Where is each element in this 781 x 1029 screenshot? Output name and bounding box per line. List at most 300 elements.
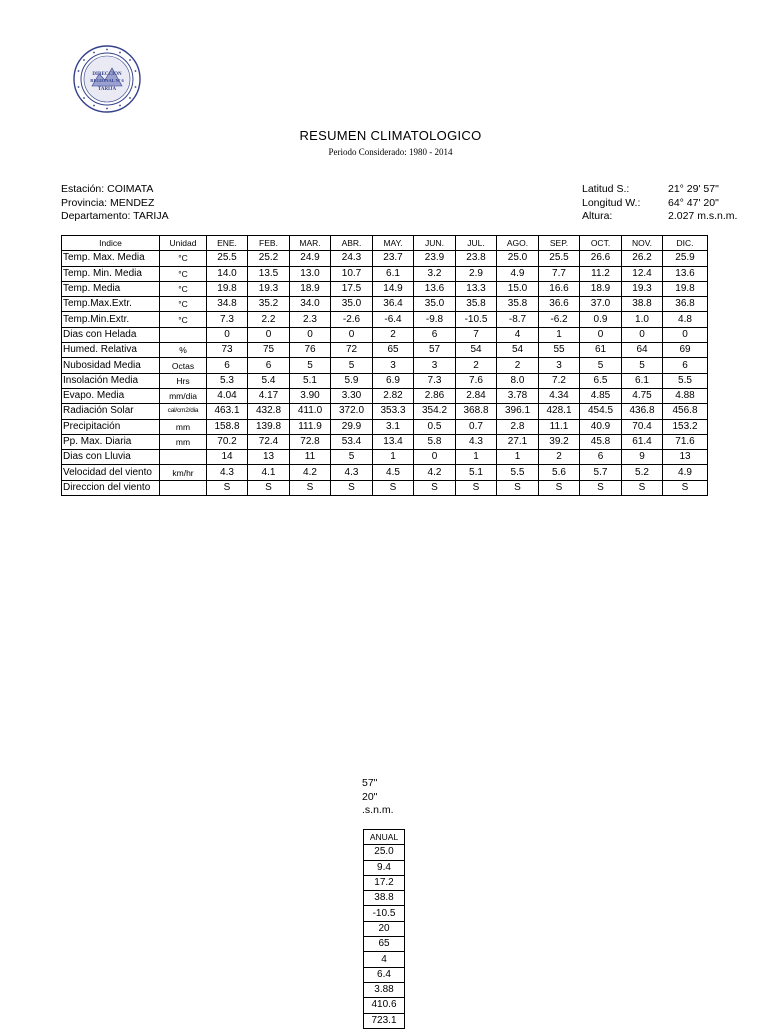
value-cell: 0: [207, 327, 248, 342]
value-cell: 6: [248, 358, 290, 373]
table-header-row: [62, 236, 708, 251]
annual-value-cell: 723.1: [364, 1013, 405, 1028]
value-cell: 436.8: [622, 404, 663, 419]
value-cell: S: [663, 480, 708, 495]
value-cell: 2: [373, 327, 414, 342]
column-header: JUN.: [414, 236, 456, 251]
annual-value-cell: 17.2: [364, 875, 405, 890]
value-cell: 19.3: [622, 281, 663, 296]
table-row: [62, 404, 708, 419]
annual-value-cell: 65: [364, 937, 405, 952]
table-row: [62, 251, 708, 266]
value-cell: 35.0: [331, 297, 373, 312]
value-cell: 70.2: [207, 434, 248, 449]
value-cell: 72.8: [290, 434, 331, 449]
value-cell: 411.0: [290, 404, 331, 419]
value-cell: 2.8: [497, 419, 539, 434]
value-cell: 37.0: [580, 297, 622, 312]
value-cell: 4.9: [663, 465, 708, 480]
latitude-value: 21° 29' 57": [668, 183, 719, 195]
value-cell: 0: [248, 327, 290, 342]
value-cell: 4.75: [622, 388, 663, 403]
value-cell: 3: [539, 358, 580, 373]
value-cell: 7.7: [539, 266, 580, 281]
annual-value-cell: 3.88: [364, 982, 405, 997]
annual-value-cell: 9.4: [364, 860, 405, 875]
climate-summary-table: [61, 235, 708, 496]
value-cell: 4.9: [497, 266, 539, 281]
value-cell: 5.2: [622, 465, 663, 480]
value-cell: 25.5: [207, 251, 248, 266]
value-cell: 428.1: [539, 404, 580, 419]
coordinate-labels: [582, 183, 640, 224]
value-cell: 3.78: [497, 388, 539, 403]
value-cell: 57: [414, 343, 456, 358]
value-cell: 12.4: [622, 266, 663, 281]
row-label: Temp.Min.Extr.: [62, 312, 160, 327]
value-cell: 5: [331, 358, 373, 373]
value-cell: 6: [207, 358, 248, 373]
value-cell: 72.4: [248, 434, 290, 449]
value-cell: 139.8: [248, 419, 290, 434]
longitude-label: Longitud W.:: [582, 196, 641, 209]
value-cell: 4.04: [207, 388, 248, 403]
value-cell: 4.2: [414, 465, 456, 480]
value-cell: 13.6: [663, 266, 708, 281]
value-cell: 13.3: [456, 281, 497, 296]
value-cell: 76: [290, 343, 331, 358]
row-label: Temp. Media: [62, 281, 160, 296]
value-cell: 2.84: [456, 388, 497, 403]
value-cell: 71.6: [663, 434, 708, 449]
value-cell: 0: [622, 327, 663, 342]
value-cell: -10.5: [456, 312, 497, 327]
unit-cell: °C: [160, 297, 207, 312]
value-cell: 75: [248, 343, 290, 358]
value-cell: 36.6: [539, 297, 580, 312]
value-cell: 5.4: [248, 373, 290, 388]
value-cell: 27.1: [497, 434, 539, 449]
station-info: [61, 183, 169, 224]
value-cell: S: [456, 480, 497, 495]
value-cell: 3.1: [373, 419, 414, 434]
column-header: ABR.: [331, 236, 373, 251]
row-label: Pp. Max. Diaria: [62, 434, 160, 449]
value-cell: 35.8: [456, 297, 497, 312]
value-cell: 61: [580, 343, 622, 358]
value-cell: 11: [290, 450, 331, 465]
value-cell: 2.86: [414, 388, 456, 403]
value-cell: 5.5: [497, 465, 539, 480]
value-cell: 19.8: [663, 281, 708, 296]
annual-value-cell: -10.5: [364, 906, 405, 921]
value-cell: 35.0: [414, 297, 456, 312]
annual-row: [364, 1013, 405, 1028]
value-cell: 4.5: [373, 465, 414, 480]
value-cell: 2.9: [456, 266, 497, 281]
annual-value-cell: 25.0: [364, 845, 405, 860]
table-row: [62, 358, 708, 373]
value-cell: 432.8: [248, 404, 290, 419]
annual-row: [364, 860, 405, 875]
value-cell: 7.3: [414, 373, 456, 388]
unit-cell: %: [160, 343, 207, 358]
annual-value-cell: 410.6: [364, 998, 405, 1013]
column-header: AGO.: [497, 236, 539, 251]
value-cell: 1: [497, 450, 539, 465]
row-label: Dias con Helada: [62, 327, 160, 342]
annual-row: [364, 921, 405, 936]
station-province: Provincia: MENDEZ: [61, 196, 155, 209]
longitude-overflow: 20": [362, 790, 378, 803]
value-cell: 23.8: [456, 251, 497, 266]
row-label: Radiación Solar: [62, 404, 160, 419]
value-cell: 2.82: [373, 388, 414, 403]
unit-cell: km/hr: [160, 465, 207, 480]
document-title: RESUMEN CLIMATOLOGICO: [299, 128, 482, 143]
value-cell: 54: [497, 343, 539, 358]
value-cell: 5.6: [539, 465, 580, 480]
table-row: [62, 419, 708, 434]
longitude-value: 64° 47' 20": [668, 196, 719, 209]
annual-value-cell: 6.4: [364, 967, 405, 982]
value-cell: 3.90: [290, 388, 331, 403]
value-cell: 4.2: [290, 465, 331, 480]
value-cell: 17.5: [331, 281, 373, 296]
value-cell: 7.6: [456, 373, 497, 388]
value-cell: 4: [497, 327, 539, 342]
column-header: MAY.: [373, 236, 414, 251]
annual-row: [364, 998, 405, 1013]
value-cell: 2.3: [290, 312, 331, 327]
value-cell: 3.30: [331, 388, 373, 403]
table-row: [62, 281, 708, 296]
value-cell: 35.2: [248, 297, 290, 312]
value-cell: S: [580, 480, 622, 495]
latitude-label: Latitud S.:: [582, 183, 630, 195]
value-cell: 53.4: [331, 434, 373, 449]
value-cell: 5.9: [331, 373, 373, 388]
value-cell: 64: [622, 343, 663, 358]
value-cell: 4.8: [663, 312, 708, 327]
table-row: [62, 480, 708, 495]
table-row: [62, 388, 708, 403]
value-cell: 45.8: [580, 434, 622, 449]
value-cell: 8.0: [497, 373, 539, 388]
value-cell: 18.9: [580, 281, 622, 296]
table-row: [62, 450, 708, 465]
value-cell: 158.8: [207, 419, 248, 434]
value-cell: 1: [539, 327, 580, 342]
value-cell: 463.1: [207, 404, 248, 419]
row-label: Temp.Max.Extr.: [62, 297, 160, 312]
value-cell: 18.9: [290, 281, 331, 296]
row-label: Direccion del viento: [62, 480, 160, 495]
value-cell: 454.5: [580, 404, 622, 419]
institution-seal: [72, 44, 142, 114]
value-cell: 6.5: [580, 373, 622, 388]
value-cell: 6: [663, 358, 708, 373]
value-cell: 5.1: [290, 373, 331, 388]
value-cell: 6.9: [373, 373, 414, 388]
value-cell: 54: [456, 343, 497, 358]
value-cell: 4.85: [580, 388, 622, 403]
row-label: Evapo. Media: [62, 388, 160, 403]
value-cell: 38.8: [622, 297, 663, 312]
value-cell: 5.1: [456, 465, 497, 480]
value-cell: 396.1: [497, 404, 539, 419]
row-label: Temp. Min. Media: [62, 266, 160, 281]
column-header: Unidad: [160, 236, 207, 251]
value-cell: 5.5: [663, 373, 708, 388]
row-label: Precipitación: [62, 419, 160, 434]
value-cell: 26.6: [580, 251, 622, 266]
value-cell: 13.5: [248, 266, 290, 281]
table-row: [62, 312, 708, 327]
value-cell: 25.0: [497, 251, 539, 266]
value-cell: 3.2: [414, 266, 456, 281]
unit-cell: [160, 327, 207, 342]
value-cell: 1.0: [622, 312, 663, 327]
station-name: Estación: COIMATA: [61, 183, 154, 195]
value-cell: 7.3: [207, 312, 248, 327]
unit-cell: °C: [160, 266, 207, 281]
document-subtitle: Periodo Considerado: 1980 - 2014: [328, 147, 453, 157]
value-cell: 1: [456, 450, 497, 465]
annual-row: [364, 952, 405, 967]
value-cell: 111.9: [290, 419, 331, 434]
value-cell: 372.0: [331, 404, 373, 419]
value-cell: 55: [539, 343, 580, 358]
row-label: Insolación Media: [62, 373, 160, 388]
value-cell: 4.17: [248, 388, 290, 403]
column-header: ENE.: [207, 236, 248, 251]
table-row: [62, 266, 708, 281]
value-cell: 4.3: [456, 434, 497, 449]
altitude-overflow: .s.n.m.: [362, 804, 394, 816]
value-cell: S: [622, 480, 663, 495]
unit-cell: Hrs: [160, 373, 207, 388]
value-cell: 6.1: [622, 373, 663, 388]
unit-cell: [160, 480, 207, 495]
value-cell: 7: [456, 327, 497, 342]
row-label: Humed. Relativa: [62, 343, 160, 358]
value-cell: 0: [290, 327, 331, 342]
value-cell: 19.8: [207, 281, 248, 296]
value-cell: 15.0: [497, 281, 539, 296]
table-row: [62, 465, 708, 480]
value-cell: 25.5: [539, 251, 580, 266]
unit-cell: °C: [160, 281, 207, 296]
value-cell: 34.8: [207, 297, 248, 312]
value-cell: 6: [580, 450, 622, 465]
row-label: Nubosidad Media: [62, 358, 160, 373]
value-cell: 7.2: [539, 373, 580, 388]
value-cell: 456.8: [663, 404, 708, 419]
value-cell: S: [331, 480, 373, 495]
value-cell: 10.7: [331, 266, 373, 281]
seal-text-line-3: TARIJA: [97, 87, 117, 92]
value-cell: 40.9: [580, 419, 622, 434]
value-cell: 0.9: [580, 312, 622, 327]
column-header: Indice: [62, 236, 160, 251]
coordinate-values: [668, 183, 738, 224]
column-header: MAR.: [290, 236, 331, 251]
value-cell: 4.3: [207, 465, 248, 480]
value-cell: 13.6: [414, 281, 456, 296]
value-cell: S: [497, 480, 539, 495]
annual-row: [364, 937, 405, 952]
value-cell: 14.9: [373, 281, 414, 296]
value-cell: 3: [373, 358, 414, 373]
value-cell: 2: [539, 450, 580, 465]
annual-column-table: [363, 829, 405, 1029]
value-cell: 65: [373, 343, 414, 358]
unit-cell: °C: [160, 251, 207, 266]
annual-row: [364, 906, 405, 921]
value-cell: 70.4: [622, 419, 663, 434]
table-row: [62, 297, 708, 312]
value-cell: 61.4: [622, 434, 663, 449]
column-header: SEP.: [539, 236, 580, 251]
value-cell: 0.7: [456, 419, 497, 434]
annual-row: [364, 967, 405, 982]
value-cell: S: [539, 480, 580, 495]
value-cell: 153.2: [663, 419, 708, 434]
column-header: JUL.: [456, 236, 497, 251]
annual-value-cell: 20: [364, 921, 405, 936]
column-header: NOV.: [622, 236, 663, 251]
value-cell: 36.4: [373, 297, 414, 312]
value-cell: 2: [456, 358, 497, 373]
unit-cell: cal/cm2/dia: [160, 404, 207, 419]
value-cell: S: [373, 480, 414, 495]
value-cell: 0.5: [414, 419, 456, 434]
table-row: [62, 343, 708, 358]
unit-cell: mm: [160, 419, 207, 434]
value-cell: 3: [414, 358, 456, 373]
value-cell: 24.3: [331, 251, 373, 266]
value-cell: 5.8: [414, 434, 456, 449]
value-cell: 69: [663, 343, 708, 358]
annual-row: [364, 982, 405, 997]
value-cell: 5: [622, 358, 663, 373]
value-cell: 0: [331, 327, 373, 342]
row-label: Velocidad del viento: [62, 465, 160, 480]
value-cell: 6.1: [373, 266, 414, 281]
latitude-overflow: 57": [362, 777, 378, 789]
unit-cell: Octas: [160, 358, 207, 373]
value-cell: 4.1: [248, 465, 290, 480]
value-cell: S: [414, 480, 456, 495]
unit-cell: mm/dia: [160, 388, 207, 403]
value-cell: 354.2: [414, 404, 456, 419]
value-cell: 5: [580, 358, 622, 373]
value-cell: 35.8: [497, 297, 539, 312]
column-header: DIC.: [663, 236, 708, 251]
value-cell: 11.2: [580, 266, 622, 281]
station-department: Departamento: TARIJA: [61, 210, 169, 222]
value-cell: 368.8: [456, 404, 497, 419]
unit-cell: [160, 450, 207, 465]
annual-header: ANUAL: [364, 830, 405, 845]
value-cell: 5: [290, 358, 331, 373]
value-cell: -2.6: [331, 312, 373, 327]
value-cell: 0: [663, 327, 708, 342]
annual-value-cell: 38.8: [364, 891, 405, 906]
value-cell: 4.88: [663, 388, 708, 403]
unit-cell: mm: [160, 434, 207, 449]
value-cell: -6.4: [373, 312, 414, 327]
table-row: [62, 327, 708, 342]
value-cell: -6.2: [539, 312, 580, 327]
column-header: FEB.: [248, 236, 290, 251]
altitude-value: 2.027 m.s.n.m.: [668, 210, 738, 222]
value-cell: 13: [663, 450, 708, 465]
value-cell: 4.34: [539, 388, 580, 403]
value-cell: 353.3: [373, 404, 414, 419]
value-cell: 13.0: [290, 266, 331, 281]
value-cell: S: [207, 480, 248, 495]
value-cell: 34.0: [290, 297, 331, 312]
column-header: OCT.: [580, 236, 622, 251]
value-cell: 25.9: [663, 251, 708, 266]
table-row: [62, 434, 708, 449]
annual-value-cell: 4: [364, 952, 405, 967]
value-cell: 5.3: [207, 373, 248, 388]
seal-text-line-1: DIRECCION: [92, 72, 122, 77]
table-row: [62, 373, 708, 388]
value-cell: 6: [414, 327, 456, 342]
value-cell: 5.7: [580, 465, 622, 480]
value-cell: 4.3: [331, 465, 373, 480]
value-cell: 1: [373, 450, 414, 465]
value-cell: 29.9: [331, 419, 373, 434]
value-cell: 9: [622, 450, 663, 465]
value-cell: 11.1: [539, 419, 580, 434]
coordinate-overflow: [362, 777, 394, 818]
value-cell: 13: [248, 450, 290, 465]
value-cell: S: [290, 480, 331, 495]
value-cell: 0: [580, 327, 622, 342]
value-cell: 14.0: [207, 266, 248, 281]
annual-header-row: [364, 830, 405, 845]
annual-row: [364, 845, 405, 860]
value-cell: 24.9: [290, 251, 331, 266]
altitude-label: Altura:: [582, 210, 613, 222]
value-cell: 39.2: [539, 434, 580, 449]
value-cell: 13.4: [373, 434, 414, 449]
value-cell: 2: [497, 358, 539, 373]
value-cell: 23.9: [414, 251, 456, 266]
value-cell: 72: [331, 343, 373, 358]
value-cell: 23.7: [373, 251, 414, 266]
value-cell: 26.2: [622, 251, 663, 266]
annual-row: [364, 891, 405, 906]
row-label: Dias con Lluvia: [62, 450, 160, 465]
value-cell: -9.8: [414, 312, 456, 327]
value-cell: 5: [331, 450, 373, 465]
value-cell: 0: [414, 450, 456, 465]
unit-cell: °C: [160, 312, 207, 327]
value-cell: 19.3: [248, 281, 290, 296]
value-cell: 73: [207, 343, 248, 358]
annual-row: [364, 875, 405, 890]
row-label: Temp. Max. Media: [62, 251, 160, 266]
value-cell: 14: [207, 450, 248, 465]
value-cell: 36.8: [663, 297, 708, 312]
value-cell: 2.2: [248, 312, 290, 327]
